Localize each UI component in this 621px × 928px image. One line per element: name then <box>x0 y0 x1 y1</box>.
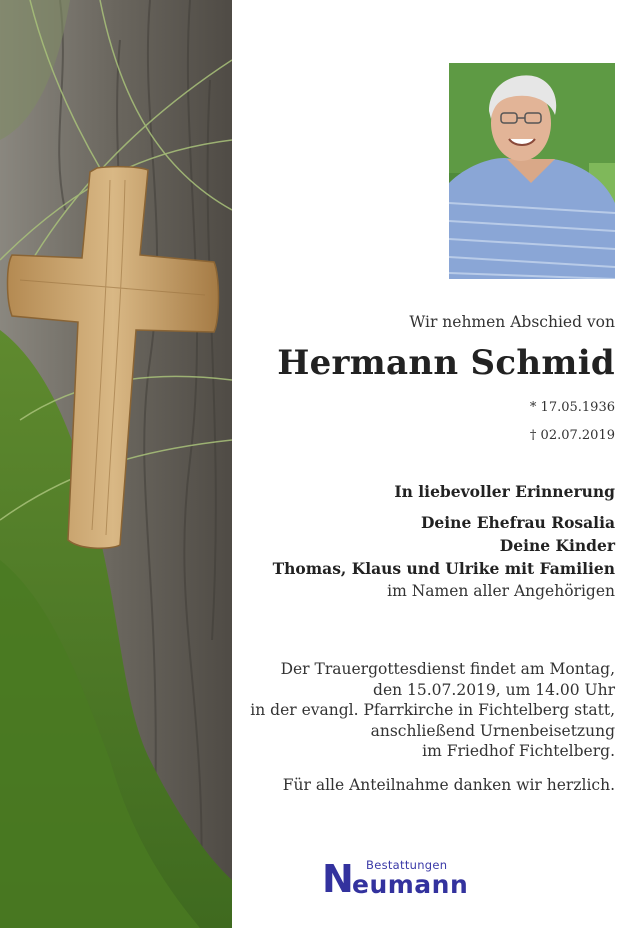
birth-date: * 17.05.1936 <box>529 400 615 415</box>
cross-photo <box>0 0 232 928</box>
portrait-photo <box>449 63 615 279</box>
service-line: den 15.07.2019, um 14.00 Uhr <box>373 680 615 699</box>
death-date: † 02.07.2019 <box>529 428 615 443</box>
funeral-home-logo <box>322 858 482 902</box>
mourner-line: Thomas, Klaus und Ulrike mit Familien <box>272 559 615 578</box>
logo-tagline: Bestattungen <box>366 858 448 872</box>
logo-initial: N <box>322 857 354 901</box>
deceased-name: Hermann Schmid <box>277 343 615 383</box>
memory-block <box>240 480 615 603</box>
service-line: im Friedhof Fichtelberg. <box>422 742 615 760</box>
service-line: Der Trauergottesdienst findet am Montag, <box>280 660 615 678</box>
logo-name: eumann <box>352 870 469 899</box>
service-line: in der evangl. Pfarrkirche in Fichtelberg statt, <box>250 701 615 719</box>
memory-heading: In liebevoller Erinnerung <box>394 482 615 501</box>
service-info <box>240 659 615 762</box>
mourner-line: Deine Ehefrau Rosalia <box>420 513 615 532</box>
mourner-line: Deine Kinder <box>499 536 615 555</box>
thanks-line: Für alle Anteilnahme danken wir herzlich. <box>282 776 615 794</box>
service-line: anschließend Urnenbeisetzung <box>370 721 615 740</box>
farewell-intro: Wir nehmen Abschied von <box>409 313 615 331</box>
mourner-closing: im Namen aller Angehörigen <box>387 582 615 600</box>
